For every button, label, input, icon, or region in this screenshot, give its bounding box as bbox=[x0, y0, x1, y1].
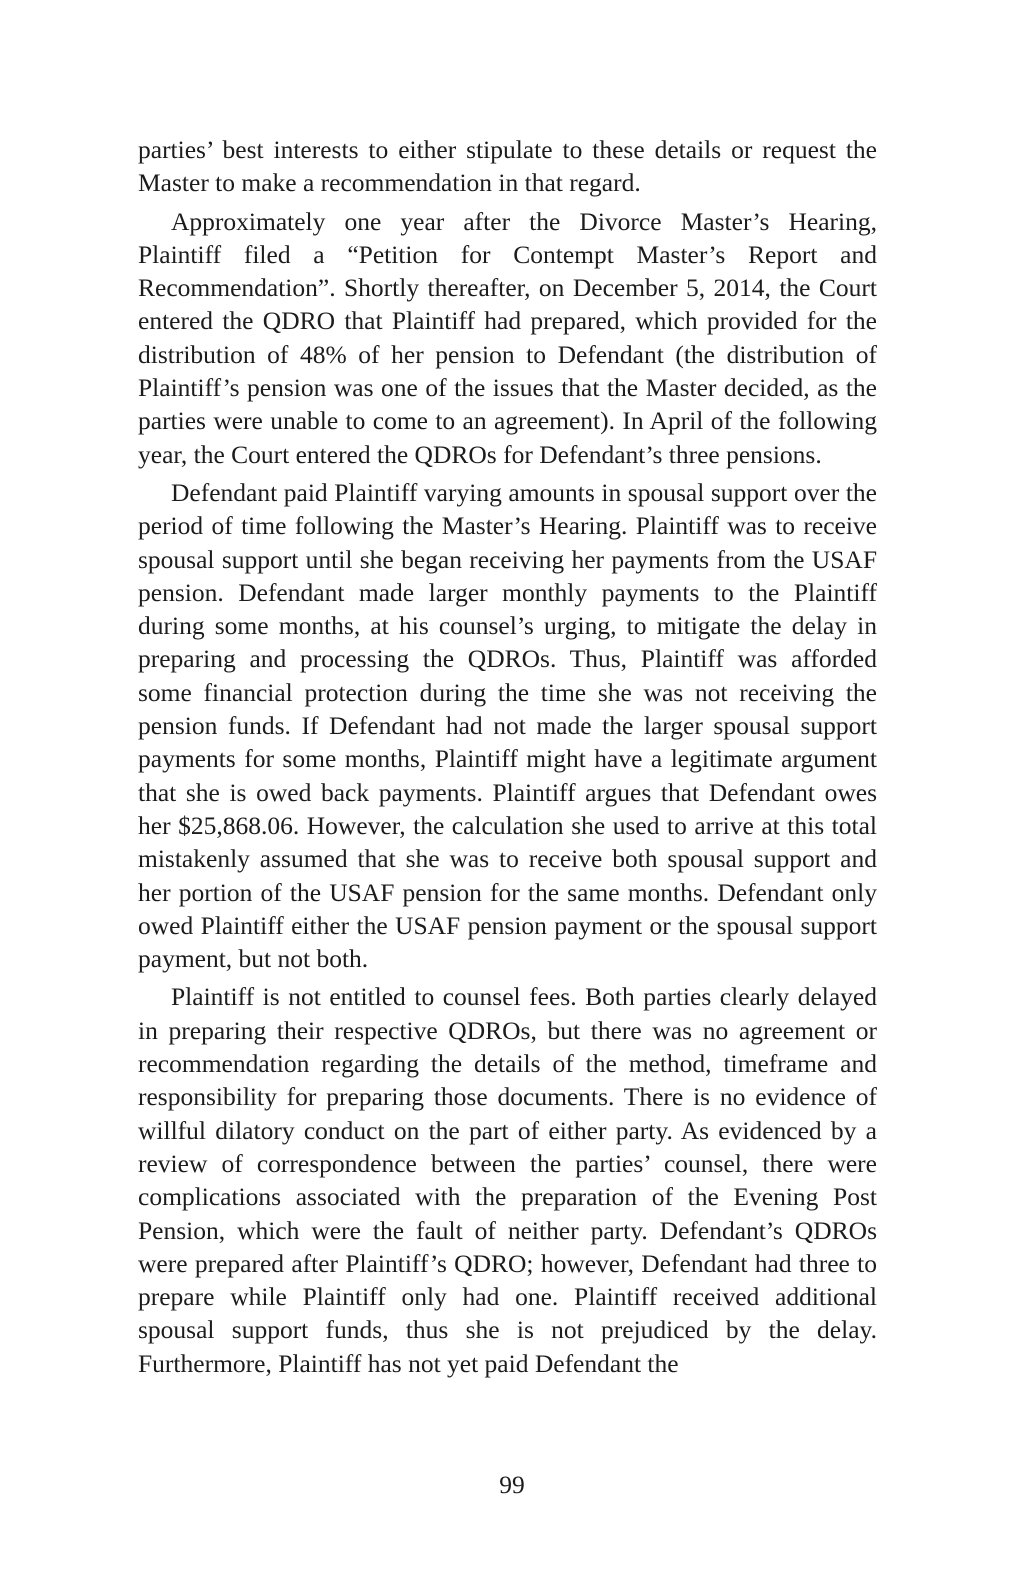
paragraph-petition-and-qdro: Approximately one year after the Divorce Master’s Hearing, Plaintiff filed a “Petition for Contempt Master’s Report and Recommendation”. Shortly thereafter, on December 5, 2014, the Court entered the QDRO that Plaintiff had prepared, which provided for the distribution of 48% of her pension to Defendant (the distribution of Plaintiff’s pension was one of the issues that the Master decided, as the parties were unable to come to an agreement). In April of the following year, the Court entered the QDROs for Defendant’s three pensions. bbox=[138, 206, 877, 469]
page-body bbox=[138, 133, 877, 1385]
paragraph-counsel-fees: Plaintiff is not entitled to counsel fees. Both parties clearly delayed in preparing their respective QDROs, but there was no agreement or recommendation regarding the details of the method, timeframe and responsibility for preparing those documents. There is no evidence of willful dilatory conduct on the part of either party. As evidenced by a review of correspondence between the parties’ counsel, there were complications associated with the preparation of the Evening Post Pension, which were the fault of neither party. Defendant’s QDROs were prepared after Plaintiff’s QDRO; however, Defendant had three to prepare while Plaintiff only had one. Plaintiff received additional spousal support funds, thus she is not prejudiced by the delay. Furthermore, Plaintiff has not yet paid Defendant the bbox=[138, 982, 877, 1378]
paragraph-spousal-support: Defendant paid Plaintiff varying amounts in spousal support over the period of time following the Master’s Hearing. Plaintiff was to receive spousal support until she began receiving her payments from the USAF pension. Defendant made larger monthly payments to the Plaintiff during some months, at his counsel’s urging, to mitigate the delay in preparing and processing the QDROs. Thus, Plaintiff was afforded some financial protection during the time she was not receiving the pension funds. If Defendant had not made the larger spousal support payments for some months, Plaintiff might have a legitimate argument that she is owed back payments. Plaintiff argues that Defendant owes her $25,868.06. However, the calculation she used to arrive at this total mistakenly assumed that she was to receive both spousal support and her portion of the USAF pension for the same months. Defendant only owed Plaintiff either the USAF pension payment or the spousal support payment, but not both. bbox=[138, 477, 877, 974]
paragraph-continuation: parties’ best interests to either stipulate to these details or request the Master to make a recommendation in that regard. bbox=[138, 135, 877, 198]
page-number: 99 bbox=[499, 1470, 525, 1499]
